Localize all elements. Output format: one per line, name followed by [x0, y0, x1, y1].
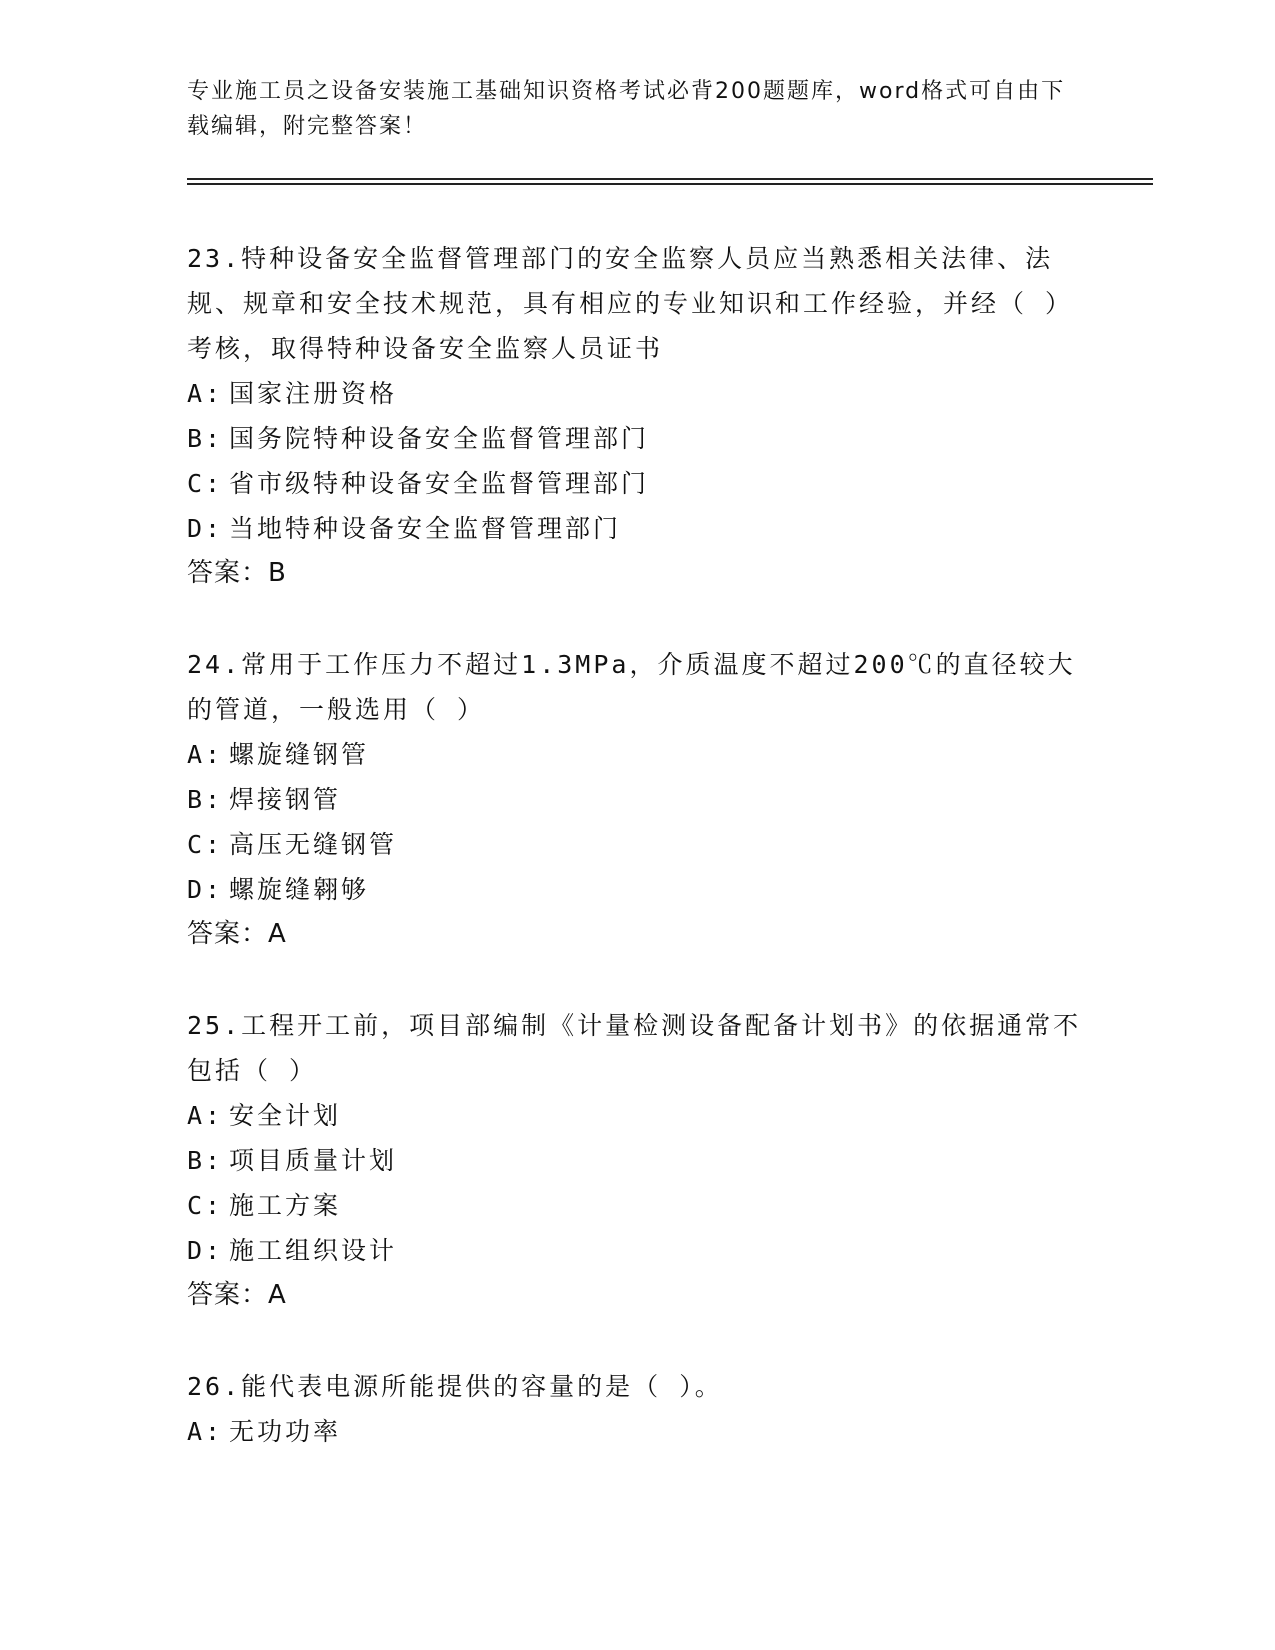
- option-b: [187, 777, 1087, 822]
- option-text: 省市级特种设备安全监督管理部门: [229, 469, 650, 498]
- question-stem: 23.特种设备安全监督管理部门的安全监察人员应当熟悉相关法律、法规、规章和安全技术规范，具有相应的专业知识和工作经验，并经（ ）考核，取得特种设备安全监察人员证书: [187, 244, 1074, 363]
- question-stem: 24.常用于工作压力不超过1.3MPa，介质温度不超过200℃的直径较大的管道，一般选用（ ）: [187, 650, 1076, 724]
- option-key: C:: [187, 469, 224, 498]
- option-c: [187, 822, 1087, 867]
- option-text: 施工组织设计: [229, 1236, 398, 1265]
- option-key: B:: [187, 424, 224, 453]
- option-b: [187, 416, 1087, 461]
- question-stem: 25.工程开工前，项目部编制《计量检测设备配备计划书》的依据通常不包括（ ）: [187, 1011, 1082, 1085]
- option-c: [187, 1183, 1087, 1228]
- option-key: D:: [187, 1236, 224, 1265]
- option-key: D:: [187, 875, 224, 904]
- option-text: 国家注册资格: [229, 379, 398, 408]
- option-a: [187, 732, 1087, 777]
- option-d: [187, 867, 1087, 912]
- option-text: 国务院特种设备安全监督管理部门: [229, 424, 650, 453]
- answer-line: 答案：B: [187, 558, 287, 588]
- option-d: [187, 506, 1087, 551]
- option-text: 项目质量计划: [229, 1146, 398, 1175]
- header-divider-top: [187, 178, 1153, 180]
- answer-line: 答案：A: [187, 1280, 287, 1310]
- option-key: A:: [187, 1101, 224, 1130]
- option-key: D:: [187, 514, 224, 543]
- option-a: [187, 1409, 1087, 1454]
- question-list: [187, 236, 1087, 1500]
- question-26: [187, 1364, 1087, 1454]
- option-b: [187, 1138, 1087, 1183]
- option-key: B:: [187, 785, 224, 814]
- option-a: [187, 1093, 1087, 1138]
- option-key: B:: [187, 1146, 224, 1175]
- option-d: [187, 1228, 1087, 1273]
- option-text: 螺旋缝翱够: [229, 875, 370, 904]
- option-text: 无功功率: [229, 1417, 342, 1446]
- question-stem: 26.能代表电源所能提供的容量的是（ ）。: [187, 1372, 723, 1401]
- option-key: C:: [187, 1191, 224, 1220]
- question-23: [187, 236, 1087, 596]
- option-text: 螺旋缝钢管: [229, 740, 370, 769]
- option-a: [187, 371, 1087, 416]
- question-25: [187, 1003, 1087, 1318]
- document-header: 专业施工员之设备安装施工基础知识资格考试必背200题题库，word格式可自由下载编辑，附完整答案！: [187, 79, 1066, 139]
- option-text: 安全计划: [229, 1101, 342, 1130]
- option-key: A:: [187, 379, 224, 408]
- option-key: A:: [187, 740, 224, 769]
- option-text: 焊接钢管: [229, 785, 342, 814]
- option-text: 当地特种设备安全监督管理部门: [229, 514, 622, 543]
- question-24: [187, 642, 1087, 957]
- answer-line: 答案：A: [187, 919, 287, 949]
- option-key: A:: [187, 1417, 224, 1446]
- option-text: 高压无缝钢管: [229, 830, 398, 859]
- option-c: [187, 461, 1087, 506]
- header-divider-bottom: [187, 183, 1153, 185]
- option-text: 施工方案: [229, 1191, 342, 1220]
- option-key: C:: [187, 830, 224, 859]
